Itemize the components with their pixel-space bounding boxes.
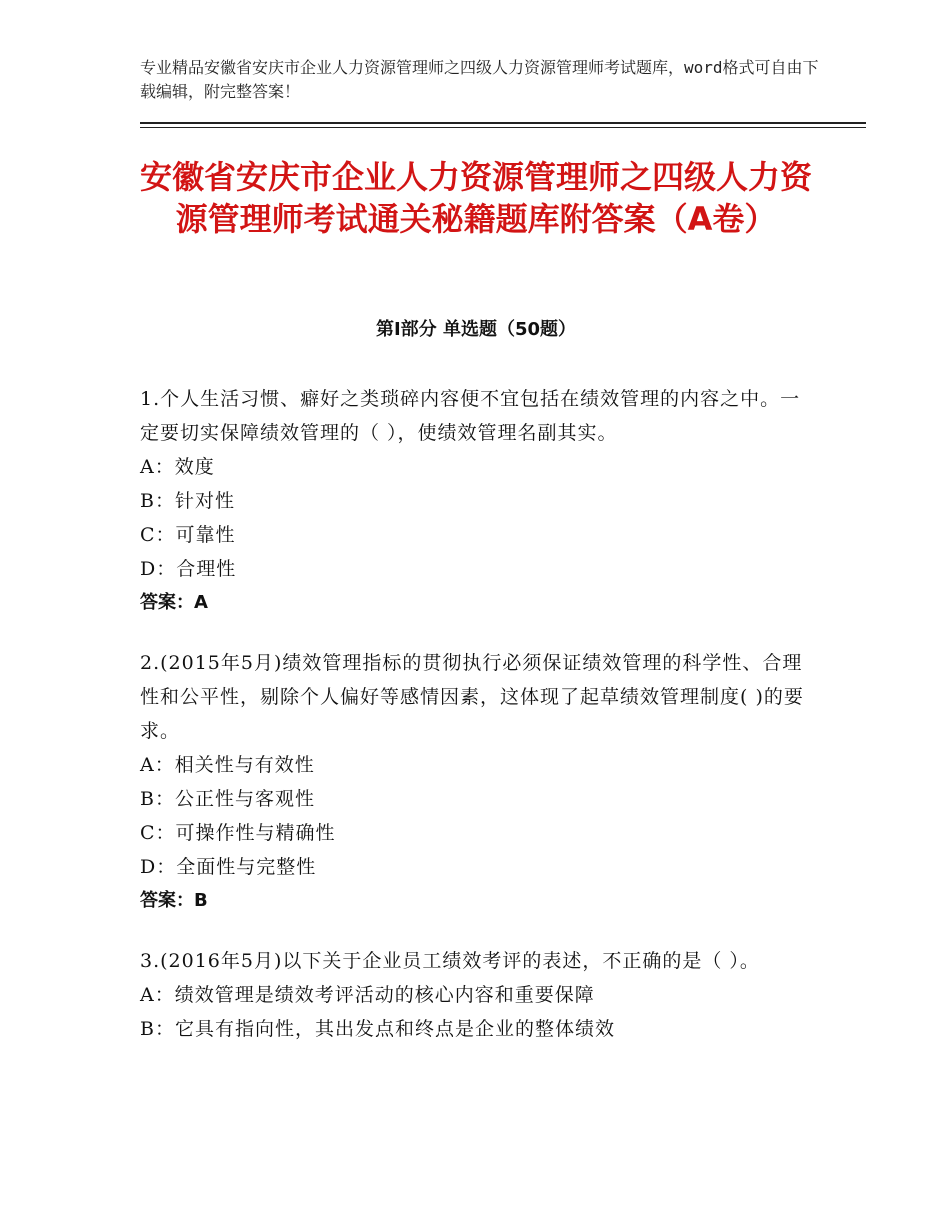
header-rule-thick (140, 122, 866, 124)
answer: 答案：B (140, 890, 208, 911)
option-a: A：效度 (140, 456, 215, 478)
document-title: 安徽省安庆市企业人力资源管理师之四级人力资源管理师考试通关秘籍题库附答案（A卷） (140, 158, 813, 238)
option-d: D：合理性 (140, 558, 237, 580)
option-a: A：相关性与有效性 (140, 754, 315, 776)
option-b: B：针对性 (140, 490, 235, 512)
option-c: C：可靠性 (140, 524, 236, 546)
question-stem: 3.(2016年5月)以下关于企业员工绩效考评的表述，不正确的是（ ）。 (140, 950, 760, 972)
option-b: B：它具有指向性，其出发点和终点是企业的整体绩效 (140, 1018, 615, 1040)
question-list (140, 382, 812, 1072)
question-1 (140, 382, 812, 620)
option-c: C：可操作性与精确性 (140, 822, 336, 844)
question-2 (140, 646, 812, 918)
answer: 答案：A (140, 592, 208, 613)
question-3 (140, 944, 812, 1046)
option-a: A：绩效管理是绩效考评活动的核心内容和重要保障 (140, 984, 595, 1006)
header-rule-thin (140, 127, 866, 128)
header-note: 专业精品安徽省安庆市企业人力资源管理师之四级人力资源管理师考试题库，word格式可自由下载编辑，附完整答案！ (140, 58, 819, 101)
question-stem: 1.个人生活习惯、癖好之类琐碎内容便不宜包括在绩效管理的内容之中。一定要切实保障绩效管理的（ ），使绩效管理名副其实。 (140, 388, 801, 444)
section-title: 第Ⅰ部分 单选题（50题） (375, 319, 576, 340)
question-stem: 2.(2015年5月)绩效管理指标的贯彻执行必须保证绩效管理的科学性、合理性和公平性，剔除个人偏好等感情因素，这体现了起草绩效管理制度( )的要求。 (140, 652, 804, 742)
option-d: D：全面性与完整性 (140, 856, 317, 878)
option-b: B：公正性与客观性 (140, 788, 315, 810)
